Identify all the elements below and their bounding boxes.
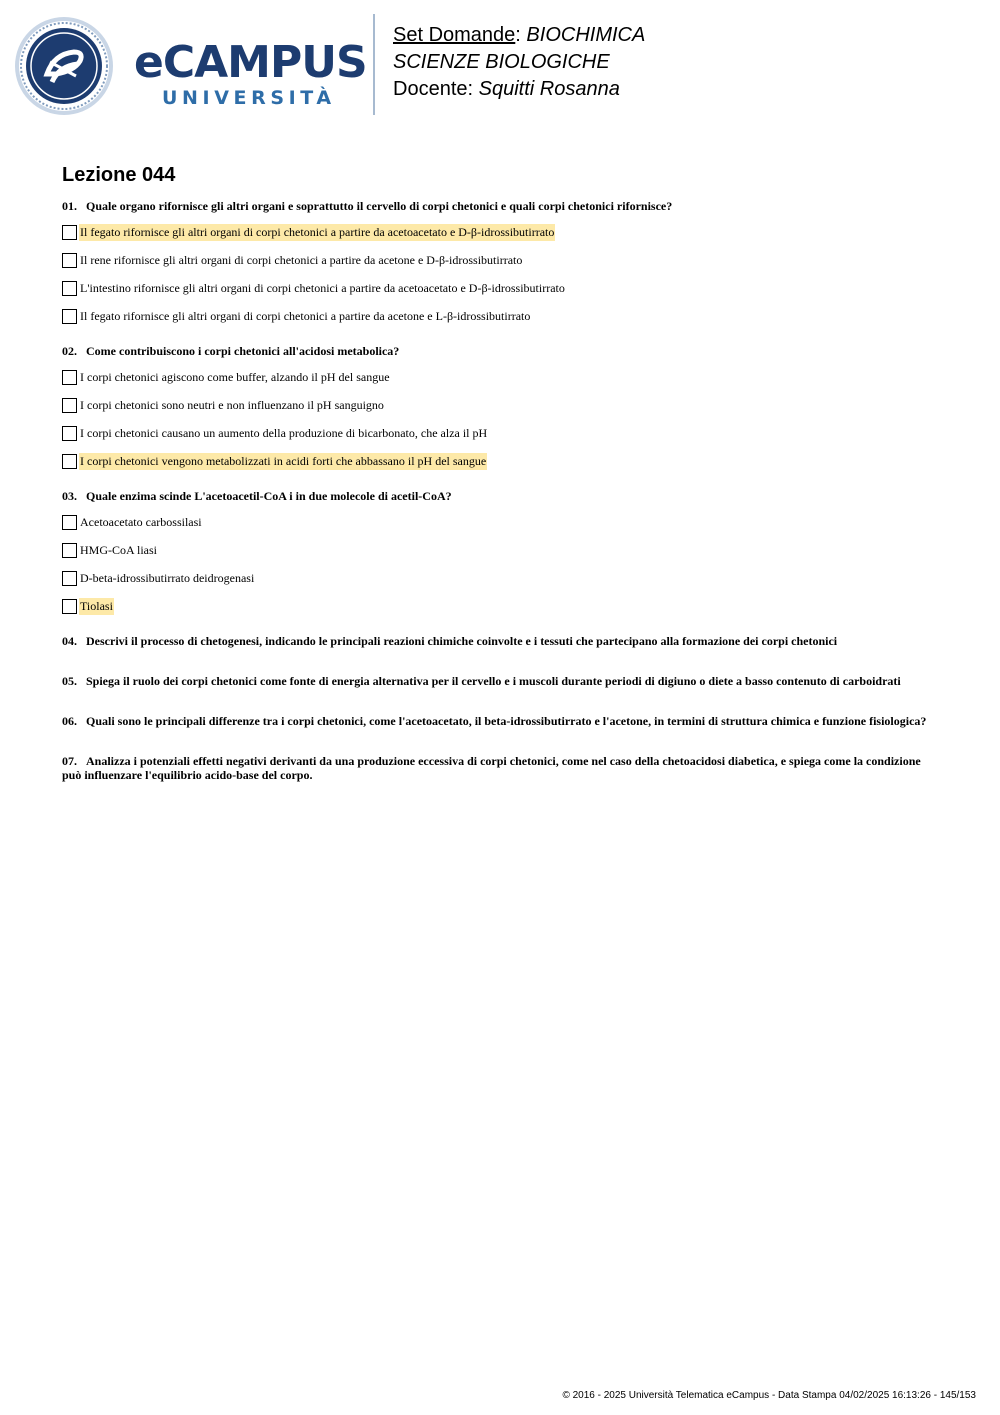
question-text — [62, 714, 932, 728]
checkbox-icon[interactable] — [62, 454, 77, 469]
question-number: 01. — [62, 199, 77, 213]
teacher-label: Docente: — [393, 78, 474, 100]
question-number: 06. — [62, 714, 77, 728]
set-label: Set Domande — [393, 24, 516, 46]
question-text — [62, 489, 932, 503]
question-2 — [62, 344, 932, 470]
teacher-name: Squitti Rosanna — [478, 78, 620, 100]
answer-option[interactable] — [62, 453, 932, 470]
course-line — [393, 49, 645, 76]
open-question-6 — [62, 714, 932, 728]
answer-option[interactable] — [62, 542, 932, 559]
lesson-title: Lezione 044 — [62, 164, 176, 186]
question-3 — [62, 489, 932, 615]
answer-text: Il fegato rifornisce gli altri organi di corpi chetonici a partire da acetone e L-β-idrossibutirrato — [80, 309, 531, 323]
checkbox-icon[interactable] — [62, 398, 77, 413]
question-label: Quali sono le principali differenze tra i corpi chetonici, come l'acetoacetato, il beta-idrossibutirrato e l'acetone, in termini di struttura chimica e funzione fisiologica? — [86, 714, 927, 728]
answer-text: Acetoacetato carbossilasi — [80, 515, 202, 529]
checkbox-icon[interactable] — [62, 543, 77, 558]
page-content — [62, 162, 932, 808]
checkbox-icon[interactable] — [62, 253, 77, 268]
answer-option[interactable] — [62, 514, 932, 531]
answer-option[interactable] — [62, 397, 932, 414]
header-meta — [393, 22, 645, 103]
checkbox-icon[interactable] — [62, 370, 77, 385]
question-label: Descrivi il processo di chetogenesi, indicando le principali reazioni chimiche coinvolte e i tessuti che partecipano alla formazione dei corpi chetonici — [86, 634, 838, 648]
question-1 — [62, 199, 932, 325]
open-question-5 — [62, 674, 932, 688]
brand-name: eCAMPUS — [134, 37, 367, 88]
answer-text: I corpi chetonici sono neutri e non influenzano il pH sanguigno — [80, 398, 384, 412]
set-value: BIOCHIMICA — [526, 24, 646, 46]
question-number: 02. — [62, 344, 77, 358]
page-footer: © 2016 - 2025 Università Telematica eCampus - Data Stampa 04/02/2025 16:13:26 - 145/153 — [562, 1390, 976, 1401]
answer-options — [62, 224, 932, 325]
set-line: Set Domande: BIOCHIMICA — [393, 24, 646, 46]
question-label: Analizza i potenziali effetti negativi derivanti da una produzione eccessiva di corpi chetonici, come nel caso della chetoacidosi diabetica, e spiega come la condizione può influenzare l'equilibrio acido-base del corpo. — [62, 754, 921, 782]
question-label: Quale organo rifornisce gli altri organi e soprattutto il cervello di corpi chetonici e quali corpi chetonici rifornisce? — [86, 199, 673, 213]
question-text — [62, 634, 932, 648]
question-number: 04. — [62, 634, 77, 648]
answer-text: L'intestino rifornisce gli altri organi di corpi chetonici a partire da acetoacetato e D-β-idrossibutirrato — [80, 281, 565, 295]
question-text — [62, 754, 932, 782]
checkbox-icon[interactable] — [62, 426, 77, 441]
answer-option[interactable] — [62, 252, 932, 269]
answer-option[interactable] — [62, 598, 932, 615]
answer-text: I corpi chetonici agiscono come buffer, alzando il pH del sangue — [80, 370, 390, 384]
open-question-7 — [62, 754, 932, 782]
answer-text: D-beta-idrossibutirrato deidrogenasi — [80, 571, 255, 585]
header-divider — [373, 14, 375, 115]
answer-option[interactable] — [62, 224, 932, 241]
question-label: Come contribuiscono i corpi chetonici all'acidosi metabolica? — [86, 344, 400, 358]
answer-option[interactable] — [62, 369, 932, 386]
answer-option[interactable] — [62, 280, 932, 297]
answer-option[interactable] — [62, 425, 932, 442]
checkbox-icon[interactable] — [62, 599, 77, 614]
question-number: 03. — [62, 489, 77, 503]
course-name: SCIENZE BIOLOGICHE — [393, 51, 610, 73]
teacher-line — [393, 76, 645, 103]
checkbox-icon[interactable] — [62, 571, 77, 586]
answer-text: I corpi chetonici causano un aumento della produzione di bicarbonato, che alza il pH — [80, 426, 488, 440]
answer-text-highlighted: I corpi chetonici vengono metabolizzati in acidi forti che abbassano il pH del sangue — [80, 454, 487, 468]
open-question-4 — [62, 634, 932, 648]
multiple-choice-questions — [62, 199, 932, 615]
page-header — [0, 0, 1000, 130]
question-text — [62, 199, 932, 213]
checkbox-icon[interactable] — [62, 281, 77, 296]
answer-text-highlighted: Il fegato rifornisce gli altri organi di corpi chetonici a partire da acetoacetato e D-β-idrossibutirrato — [80, 225, 555, 239]
question-text — [62, 344, 932, 358]
answer-options — [62, 514, 932, 615]
checkbox-icon[interactable] — [62, 309, 77, 324]
answer-text-highlighted: Tiolasi — [80, 599, 113, 613]
question-label: Quale enzima scinde L'acetoacetil-CoA i in due molecole di acetil-CoA? — [86, 489, 452, 503]
open-questions — [62, 634, 932, 782]
question-label: Spiega il ruolo dei corpi chetonici come fonte di energia alternativa per il cervello e i muscoli durante periodi di digiuno o diete a basso contenuto di carboidrati — [86, 674, 901, 688]
answer-text: HMG-CoA liasi — [80, 543, 158, 557]
checkbox-icon[interactable] — [62, 515, 77, 530]
university-seal-icon — [14, 16, 114, 116]
answer-options — [62, 369, 932, 470]
checkbox-icon[interactable] — [62, 225, 77, 240]
answer-option[interactable] — [62, 570, 932, 587]
question-number: 05. — [62, 674, 77, 688]
answer-option[interactable] — [62, 308, 932, 325]
question-text — [62, 674, 932, 688]
question-number: 07. — [62, 754, 77, 768]
answer-text: Il rene rifornisce gli altri organi di corpi chetonici a partire da acetone e D-β-idrossibutirrato — [80, 253, 523, 267]
brand-logo — [134, 38, 367, 108]
brand-subtitle: UNIVERSITÀ — [162, 87, 336, 109]
